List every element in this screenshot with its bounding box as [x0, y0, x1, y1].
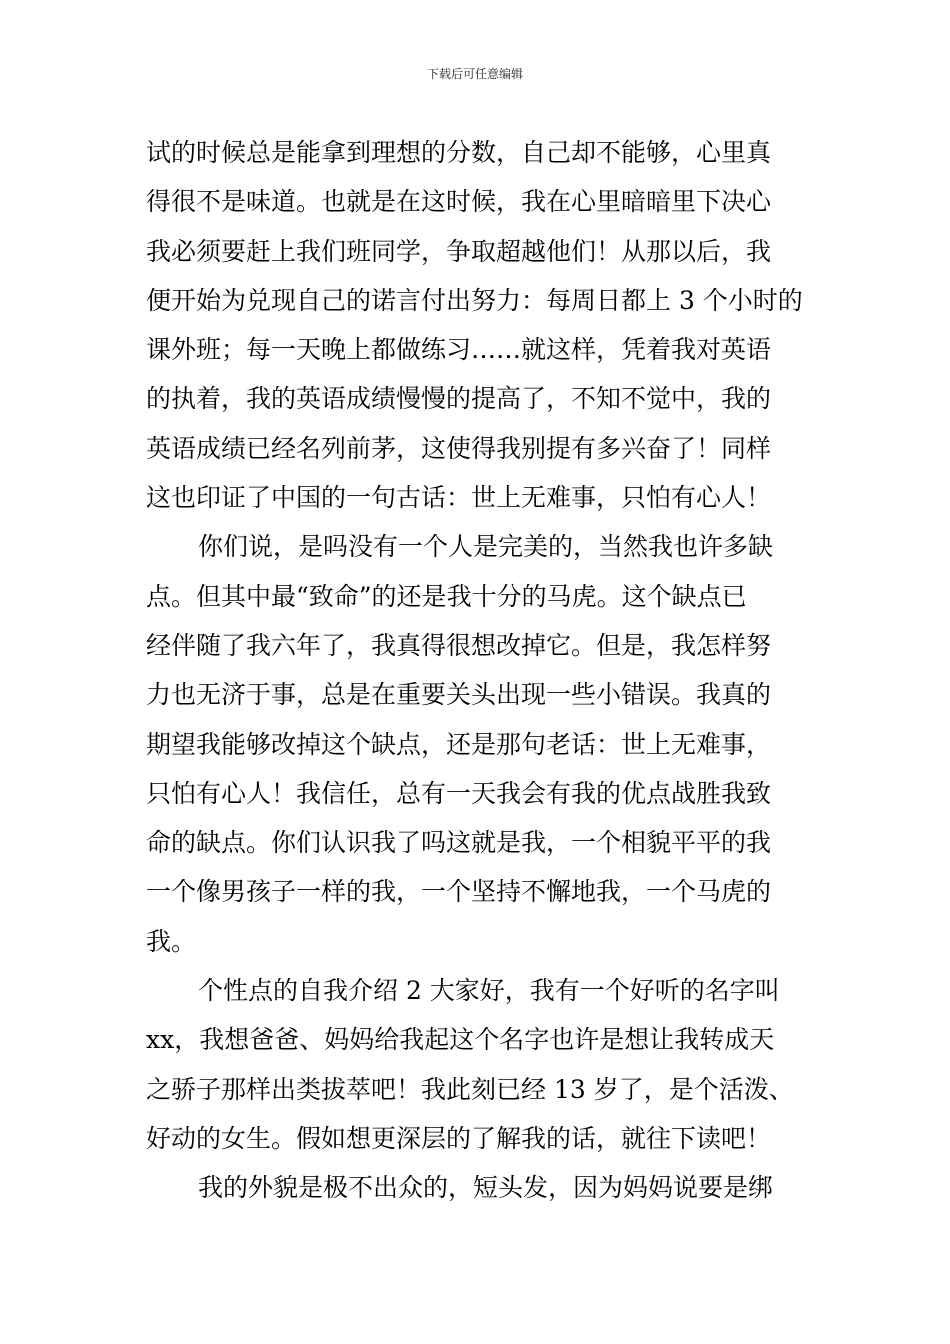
- text-line: 经伴随了我六年了，我真得很想改掉它。但是，我怎样努: [146, 630, 772, 660]
- text-line: 课外班；每一天晚上都做练习……就这样，凭着我对英语: [146, 335, 772, 365]
- paragraph-first-line: 个性点的自我介绍 2 大家好，我有一个好听的名字叫: [198, 976, 780, 1006]
- text-line: 期望我能够改掉这个缺点，还是那句老话：世上无难事，: [146, 729, 772, 759]
- text-line: 命的缺点。你们认识我了吗这就是我，一个相貌平平的我: [146, 828, 772, 858]
- text-line: 这也印证了中国的一句古话：世上无难事，只怕有心人！: [146, 483, 772, 513]
- text-line: 得很不是味道。也就是在这时候，我在心里暗暗里下决心: [146, 187, 772, 217]
- text-line: 一个像男孩子一样的我，一个坚持不懈地我，一个马虎的: [146, 877, 772, 907]
- text-line: 之骄子那样出类拔萃吧！我此刻已经 13 岁了，是个活泼、: [146, 1074, 794, 1104]
- document-body: [146, 128, 806, 1213]
- text-line: 我。: [146, 926, 197, 956]
- text-line: 试的时候总是能拿到理想的分数，自己却不能够，心里真: [146, 138, 772, 167]
- text-line: 便开始为兑现自己的诺言付出努力：每周日都上 3 个小时的: [146, 285, 803, 315]
- text-line: xx，我想爸爸、妈妈给我起这个名字也许是想让我转成天: [146, 1025, 775, 1055]
- text-line: 我必须要赶上我们班同学，争取超越他们！从那以后，我: [146, 236, 772, 266]
- text-line: 好动的女生。假如想更深层的了解我的话，就往下读吧！: [146, 1123, 772, 1153]
- text-line: 只怕有心人！我信任，总有一天我会有我的优点战胜我致: [146, 778, 772, 808]
- text-line: 的执着，我的英语成绩慢慢的提高了，不知不觉中，我的: [146, 384, 772, 414]
- paragraph-first-line: 你们说，是吗没有一个人是完美的，当然我也许多缺: [198, 532, 774, 562]
- text-line: 英语成绩已经名列前茅，这使得我别提有多兴奋了！同样: [146, 433, 772, 463]
- text-line: 点。但其中最“致命”的还是我十分的马虎。这个缺点已: [146, 581, 747, 611]
- text-line: 力也无济于事，总是在重要关头出现一些小错误。我真的: [146, 680, 772, 710]
- paragraph-first-line: 我的外貌是极不出众的，短头发，因为妈妈说要是绑: [198, 1173, 774, 1203]
- page-header: 下载后可任意编辑: [426, 67, 523, 81]
